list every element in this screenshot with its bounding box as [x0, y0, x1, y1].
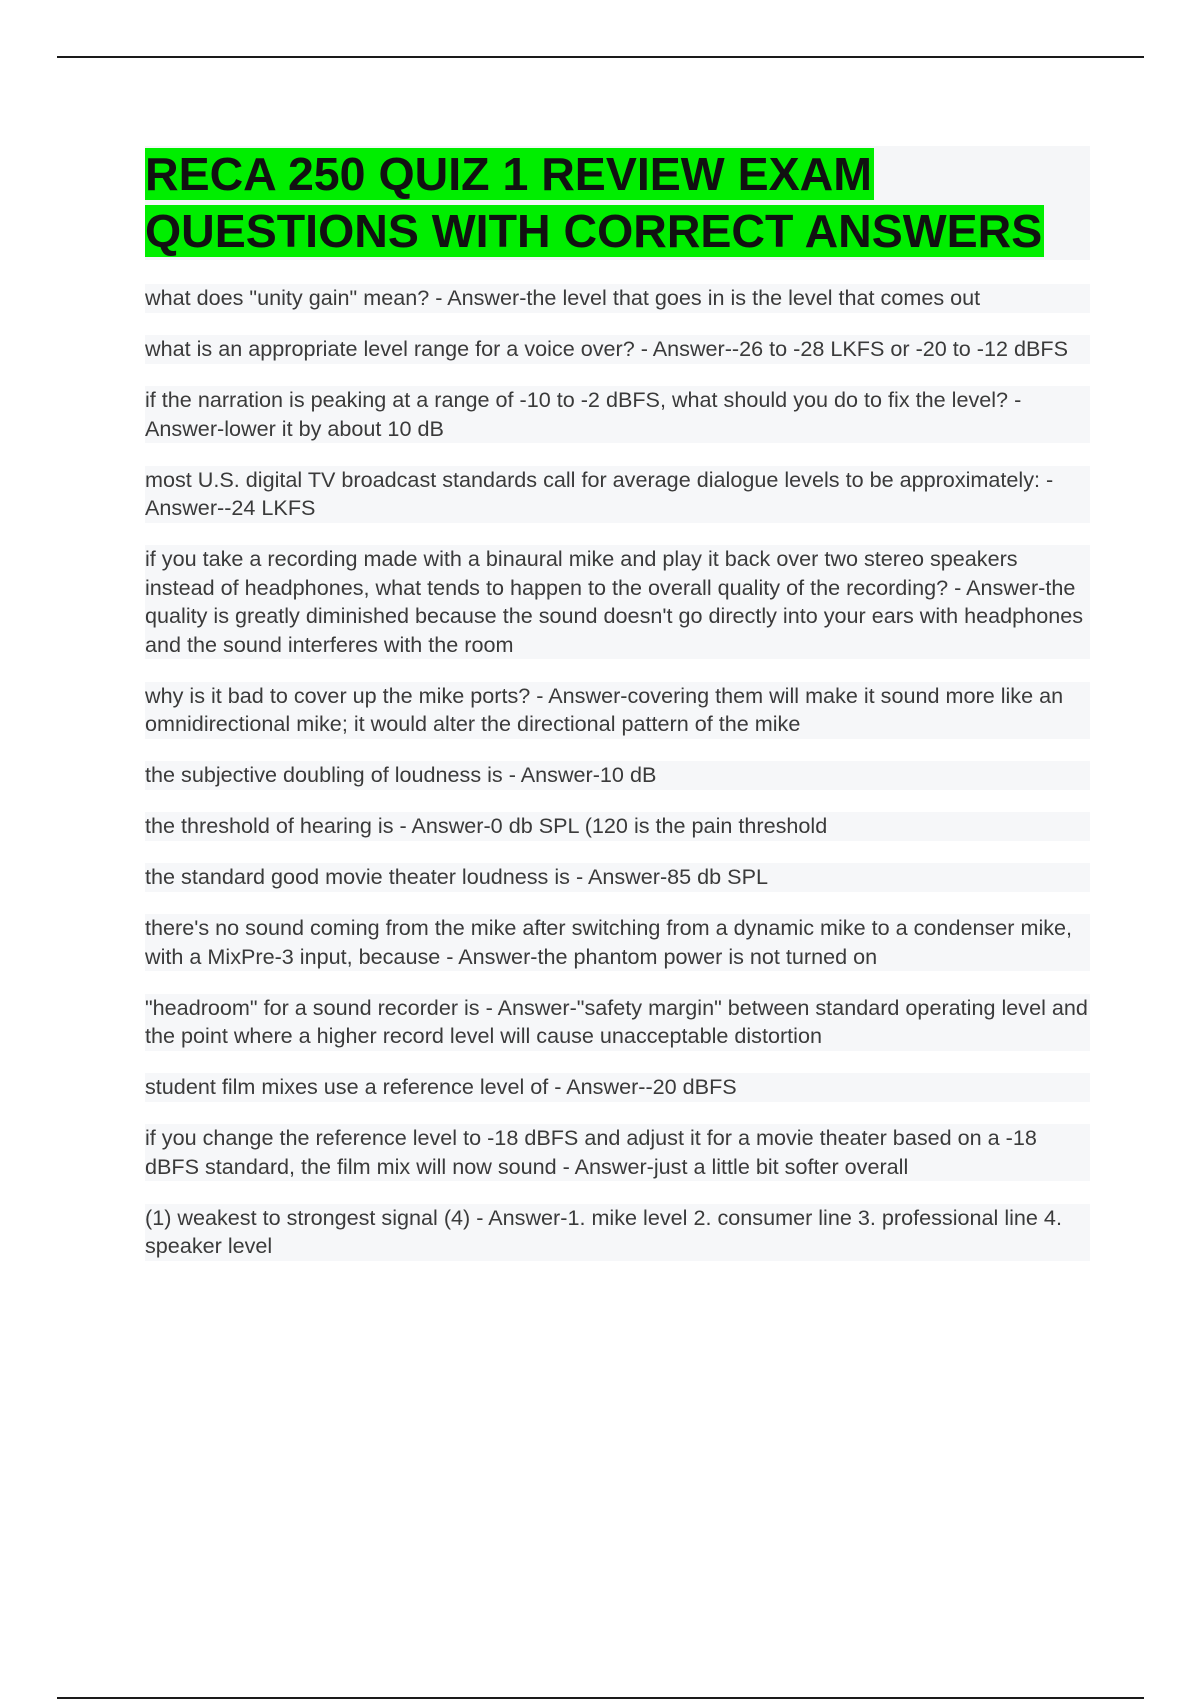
qa-item: if the narration is peaking at a range of -10 to -2 dBFS, what should you do to fix the level? - Answer-lower it by about 10 dB — [145, 386, 1090, 443]
bottom-divider — [57, 1697, 1144, 1699]
qa-item: if you take a recording made with a binaural mike and play it back over two stereo speakers instead of headphones, what tends to happen to the overall quality of the recording? - Answer-the quality is greatly diminished because the sound doesn't go directly into your ears with headphones and the sound interferes with the room — [145, 545, 1090, 659]
title-block — [145, 146, 1090, 260]
qa-item: the threshold of hearing is - Answer-0 db SPL (120 is the pain threshold — [145, 812, 1090, 841]
qa-item: what does "unity gain" mean? - Answer-the level that goes in is the level that comes out — [145, 284, 1090, 313]
qa-item: what is an appropriate level range for a voice over? - Answer--26 to -28 LKFS or -20 to -12 dBFS — [145, 335, 1090, 364]
document-title — [145, 146, 1090, 260]
qa-item: the standard good movie theater loudness is - Answer-85 db SPL — [145, 863, 1090, 892]
qa-item: if you change the reference level to -18 dBFS and adjust it for a movie theater based on a -18 dBFS standard, the film mix will now sound - Answer-just a little bit softer overall — [145, 1124, 1090, 1181]
top-divider — [57, 56, 1144, 58]
qa-item: most U.S. digital TV broadcast standards call for average dialogue levels to be approximately: - Answer--24 LKFS — [145, 466, 1090, 523]
qa-item: there's no sound coming from the mike after switching from a dynamic mike to a condenser mike, with a MixPre-3 input, because - Answer-the phantom power is not turned on — [145, 914, 1090, 971]
qa-item: student film mixes use a reference level of - Answer--20 dBFS — [145, 1073, 1090, 1102]
title-line-2: QUESTIONS WITH CORRECT ANSWERS — [145, 205, 1043, 257]
qa-item: (1) weakest to strongest signal (4) - Answer-1. mike level 2. consumer line 3. professional line 4. speaker level — [145, 1204, 1090, 1261]
qa-item: the subjective doubling of loudness is - Answer-10 dB — [145, 761, 1090, 790]
qa-item: why is it bad to cover up the mike ports? - Answer-covering them will make it sound more like an omnidirectional mike; it would alter the directional pattern of the mike — [145, 682, 1090, 739]
qa-item: "headroom" for a sound recorder is - Answer-"safety margin" between standard operating level and the point where a higher record level will cause unacceptable distortion — [145, 994, 1090, 1051]
document-body — [145, 146, 1090, 1283]
title-line-1: RECA 250 QUIZ 1 REVIEW EXAM — [145, 148, 872, 200]
